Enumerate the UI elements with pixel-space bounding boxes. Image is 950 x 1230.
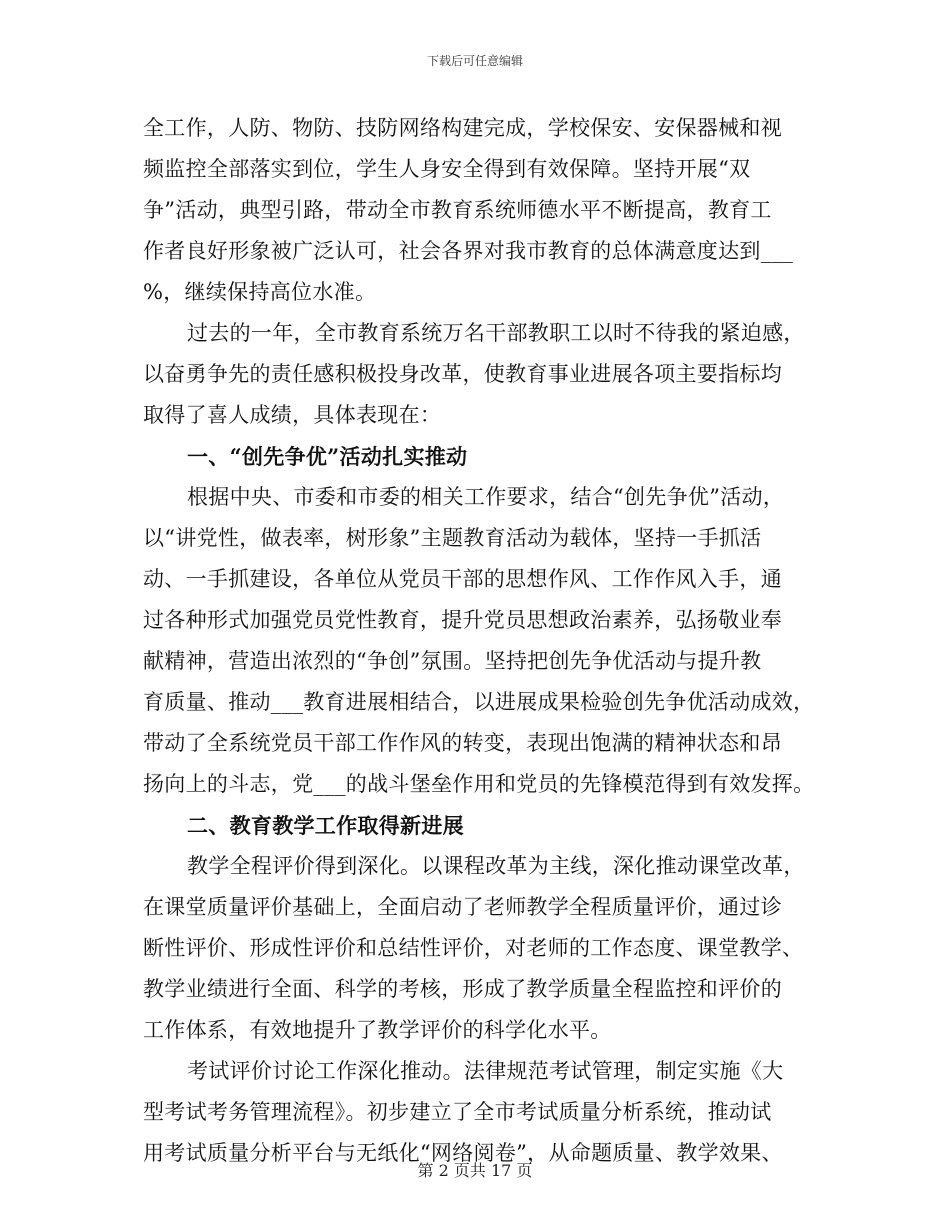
paragraph-line: 根据中央、市委和市委的相关工作要求，结合“创先争优”活动， bbox=[187, 485, 785, 509]
paragraph-line: 扬向上的斗志，党___的战斗堡垒作用和党员的先锋模范得到有效发挥。 bbox=[143, 772, 815, 796]
paragraph-line: 频监控全部落实到位，学生人身安全得到有效保障。坚持开展“双 bbox=[143, 157, 751, 181]
paragraph-line: 作者良好形象被广泛认可，社会各界对我市教育的总体满意度达到___ bbox=[143, 239, 794, 263]
paragraph-line: 以“讲党性，做表率，树形象”主题教育活动为载体，坚持一手抓活 bbox=[143, 526, 762, 550]
paragraph-line: 型考试考务管理流程》。初步建立了全市考试质量分析系统，推动试 bbox=[143, 1100, 772, 1124]
page-header: 下载后可任意编辑 bbox=[426, 54, 523, 68]
paragraph-line: 考试评价讨论工作深化推动。法律规范考试管理，制定实施《大 bbox=[187, 1059, 784, 1083]
paragraph-line: 断性评价、形成性评价和总结性评价，对老师的工作态度、课堂教学、 bbox=[143, 936, 804, 960]
paragraph-line: 献精神，营造出浓烈的“争创”氛围。坚持把创先争优活动与提升教 bbox=[143, 649, 762, 673]
paragraph-line: 教学全程评价得到深化。以课程改革为主线，深化推动课堂改革， bbox=[187, 854, 805, 878]
section-heading: 一、“创先争优”活动扎实推动 bbox=[187, 444, 468, 469]
paragraph-line: 过各种形式加强党员党性教育，提升党员思想政治素养，弘扬敬业奉 bbox=[143, 608, 782, 632]
paragraph-line: 工作体系，有效地提升了教学评价的科学化水平。 bbox=[143, 1018, 612, 1042]
document-body bbox=[143, 108, 813, 1174]
paragraph-line: 以奋勇争先的责任感积极投身改革，使教育事业进展各项主要指标均 bbox=[143, 362, 782, 386]
paragraph-line: 带动了全系统党员干部工作作风的转变，表现出饱满的精神状态和昂 bbox=[143, 731, 782, 755]
paragraph-line: 在课堂质量评价基础上，全面启动了老师教学全程质量评价，通过诊 bbox=[143, 895, 782, 919]
paragraph-line: 用考试质量分析平台与无纸化“网络阅卷”，从命题质量、教学效果、 bbox=[143, 1141, 783, 1165]
paragraph-line: 教学业绩进行全面、科学的考核，形成了教学质量全程监控和评价的 bbox=[143, 977, 782, 1001]
paragraph-line: 育质量、推动___教育进展相结合，以进展成果检验创先争优活动成效， bbox=[143, 690, 815, 714]
section-heading: 二、教育教学工作取得新进展 bbox=[187, 813, 464, 838]
paragraph-line: 过去的一年，全市教育系统万名干部教职工以时不待我的紧迫感， bbox=[187, 321, 805, 345]
paragraph-line: 全工作，人防、物防、技防网络构建完成，学校保安、安保器械和视 bbox=[143, 116, 782, 140]
paragraph-line: 动、一手抓建设，各单位从党员干部的思想作风、工作作风入手，通 bbox=[143, 567, 782, 591]
paragraph-line: %，继续保持高位水准。 bbox=[143, 280, 377, 304]
paragraph-line: 争”活动，典型引路，带动全市教育系统师德水平不断提高，教育工 bbox=[143, 198, 772, 222]
paragraph-line: 取得了喜人成绩，具体表现在： bbox=[143, 403, 442, 427]
page-number: 第 2 页共 17 页 bbox=[417, 1161, 533, 1180]
